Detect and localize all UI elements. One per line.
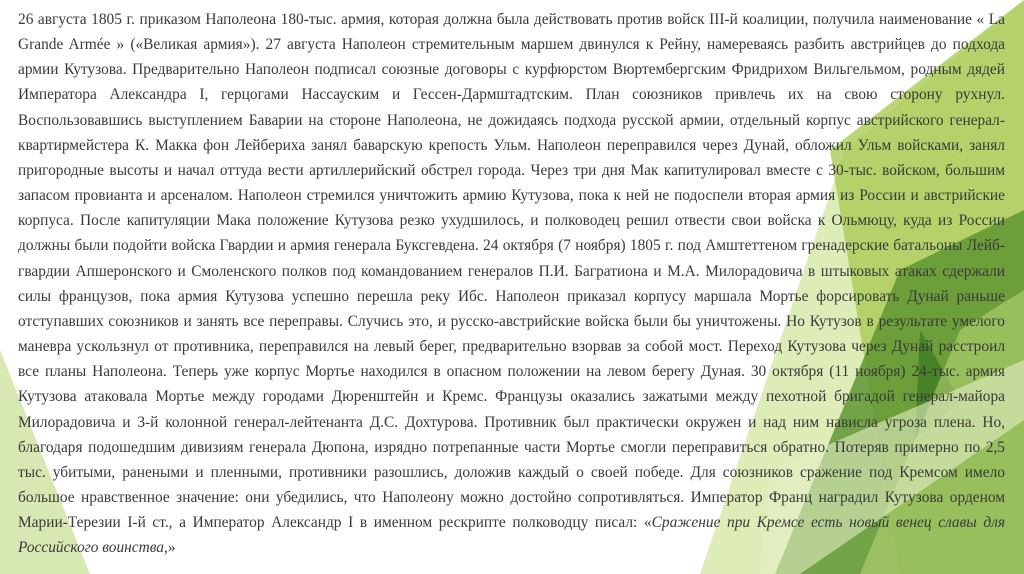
body-text-main: 26 августа 1805 г. приказом Наполеона 180-тыс. армия, которая должна была действовать против войск III-й коалиции, получила наименование « La Grande Armée » («Великая армия»). 27 августа Наполеон стремительным маршем двинулся к Рейну, намереваясь разбить австрийцев до подхода армии Кутузова. Предварительно Наполеон подписал союзные договоры с курфюрстом Вюртембергским Фридрихом Вильгельмом, родным дядей Императора Александра I, герцогами Нассауским и Гессен-Дармштадтским. План союзников привлечь их на свою сторону рухнул. Воспользовавшись выступлением Баварии на стороне Наполеона, не дожидаясь подхода русской армии, отдельный корпус австрийского генерал-квартирмейстера К. Макка фон Лейбериха занял баварскую крепость Ульм. Наполеон переправился через Дунай, обложил Ульм войсками, занял пригородные высоты и начал оттуда вести артиллерийский обстрел города. Через три дня Мак капитулировал вместе с 30-тыс. войском, большим запасом провианта и арсеналом. Наполеон стремился уничтожить армию Кутузова, пока к ней не подоспели вторая армия из России и австрийские корпуса. После капитуляции Мака положение Кутузова резко ухудшилось, и полководец решил отвести свои войска к Ольмюцу, куда из России должны были подойти войска Гвардии и армия генерала Буксгевдена. 24 октября (7 ноября) 1805 г. под Амштеттеном гренадерские батальоны Лейб-гвардии Апшеронского и Смоленского полков под командованием генералов П.И. Багратиона и М.А. Милорадовича в штыковых атаках сдержали силы французов, пока армия Кутузова успешно перешла реку Ибс. Наполеон приказал корпусу маршала Мортье форсировать Дунай раньше отступавших союзников и занять все переправы. Случись это, и русско-австрийские войска были бы уничтожены. Но Кутузов в результате умелого маневра ускользнул от противника, переправился на левый берег, предварительно взорвав за собой мост. Переход Кутузова через Дунай расстроил все планы Наполеона. Теперь уже корпус Мортье находился в опасном положении на левом берегу Дуная. 30 октября (11 ноября) 24-тыс. армия Кутузова атаковала Мортье между городами Дюренштейн и Кремс. Французы оказались зажатыми между пехотной бригадой генерал-майора Милорадовича и 3-й колонной генерал-лейтенанта Д.С. Дохтурова. Противник был практически окружен и над ним нависла угроза плена. Но, благодаря подошедшим дивизиям генерала Дюпона, изрядно потрепанные части Мортье смогли переправиться обратно. Потеряв примерно по 2,5 тыс. убитыми, ранеными и пленными, противники разошлись, доложив каждый о своей победе. Для союзников сражение под Кремсом имело большое нравственное значение: они убедились, что Наполеону можно достойно сопротивляться. Император Франц наградил Кутузова орденом Марии-Терезии I-й ст., а Император Александр I в именном рескрипте полководцу писал: « (18, 11, 1005, 532)
body-text-quote: Сражение при Кремсе есть новый венец славы для Российского воинства, (18, 514, 1005, 557)
slide-body-text (18, 7, 1005, 560)
body-text-end: » (167, 539, 176, 557)
